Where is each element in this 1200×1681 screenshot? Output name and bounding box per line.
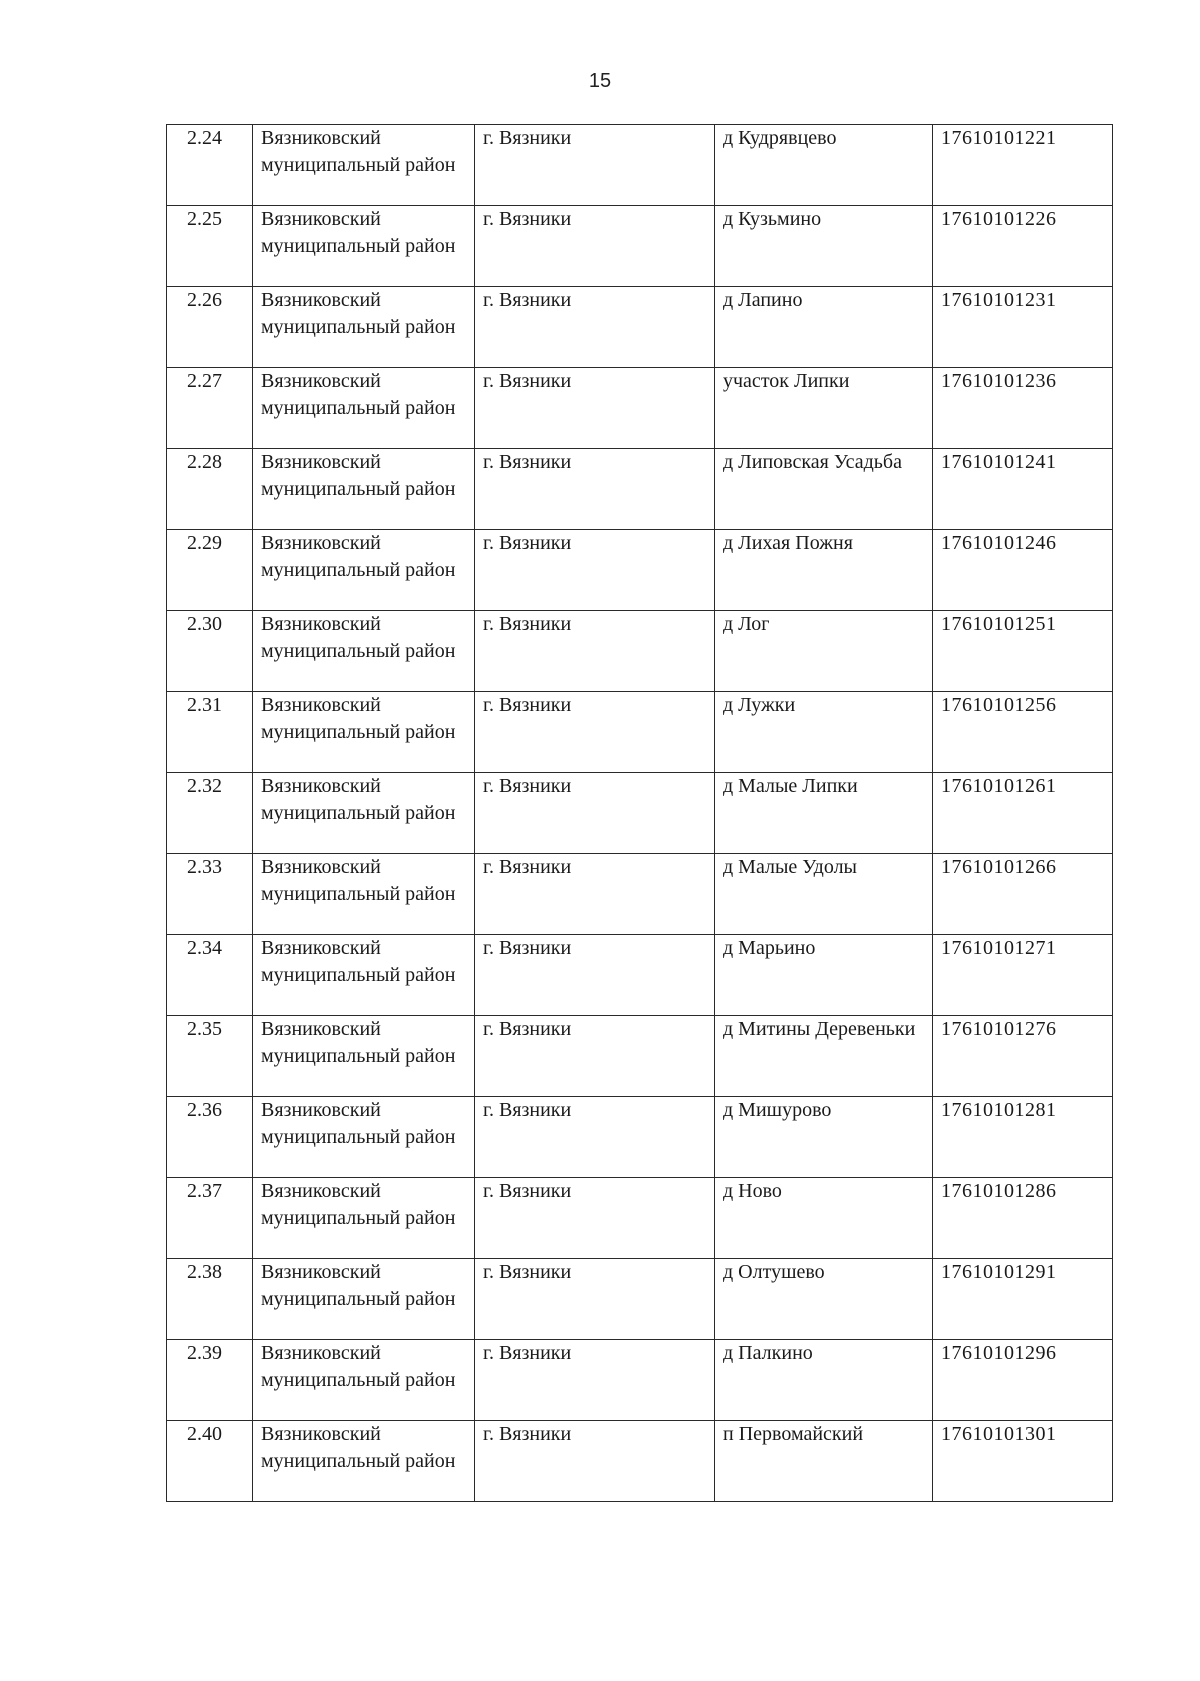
code-cell: 17610101221	[933, 125, 1113, 206]
code-cell: 17610101256	[933, 692, 1113, 773]
row-number: 2.38	[167, 1259, 253, 1340]
code-cell: 17610101226	[933, 206, 1113, 287]
district-cell: Вязниковский муниципальный район	[253, 692, 475, 773]
code-cell: 17610101301	[933, 1421, 1113, 1502]
code-cell: 17610101276	[933, 1016, 1113, 1097]
city-cell: г. Вязники	[475, 125, 715, 206]
table-row	[167, 449, 1113, 530]
table-row	[167, 1097, 1113, 1178]
code-cell: 17610101251	[933, 611, 1113, 692]
district-cell: Вязниковский муниципальный район	[253, 1340, 475, 1421]
locality-cell: участок Липки	[715, 368, 933, 449]
district-cell: Вязниковский муниципальный район	[253, 206, 475, 287]
city-cell: г. Вязники	[475, 530, 715, 611]
row-number: 2.26	[167, 287, 253, 368]
row-number: 2.33	[167, 854, 253, 935]
city-cell: г. Вязники	[475, 935, 715, 1016]
locality-cell: д Олтушево	[715, 1259, 933, 1340]
row-number: 2.32	[167, 773, 253, 854]
city-cell: г. Вязники	[475, 692, 715, 773]
city-cell: г. Вязники	[475, 368, 715, 449]
code-cell: 17610101261	[933, 773, 1113, 854]
table-row	[167, 935, 1113, 1016]
locality-cell: д Лихая Пожня	[715, 530, 933, 611]
row-number: 2.37	[167, 1178, 253, 1259]
district-cell: Вязниковский муниципальный район	[253, 125, 475, 206]
district-cell: Вязниковский муниципальный район	[253, 449, 475, 530]
city-cell: г. Вязники	[475, 1097, 715, 1178]
table-row	[167, 125, 1113, 206]
row-number: 2.24	[167, 125, 253, 206]
row-number: 2.25	[167, 206, 253, 287]
district-cell: Вязниковский муниципальный район	[253, 935, 475, 1016]
city-cell: г. Вязники	[475, 1016, 715, 1097]
locality-cell: д Марьино	[715, 935, 933, 1016]
district-cell: Вязниковский муниципальный район	[253, 1016, 475, 1097]
code-cell: 17610101281	[933, 1097, 1113, 1178]
locality-cell: д Мишурово	[715, 1097, 933, 1178]
code-cell: 17610101291	[933, 1259, 1113, 1340]
row-number: 2.30	[167, 611, 253, 692]
code-cell: 17610101231	[933, 287, 1113, 368]
row-number: 2.36	[167, 1097, 253, 1178]
city-cell: г. Вязники	[475, 1421, 715, 1502]
locality-cell: д Липовская Усадьба	[715, 449, 933, 530]
locality-cell: д Митины Деревеньки	[715, 1016, 933, 1097]
row-number: 2.28	[167, 449, 253, 530]
row-number: 2.40	[167, 1421, 253, 1502]
table-row	[167, 773, 1113, 854]
district-cell: Вязниковский муниципальный район	[253, 854, 475, 935]
code-cell: 17610101286	[933, 1178, 1113, 1259]
city-cell: г. Вязники	[475, 206, 715, 287]
code-cell: 17610101246	[933, 530, 1113, 611]
district-cell: Вязниковский муниципальный район	[253, 1097, 475, 1178]
district-cell: Вязниковский муниципальный район	[253, 1421, 475, 1502]
district-cell: Вязниковский муниципальный район	[253, 611, 475, 692]
locality-cell: д Лужки	[715, 692, 933, 773]
locality-cell: д Ново	[715, 1178, 933, 1259]
row-number: 2.29	[167, 530, 253, 611]
locality-cell: д Малые Липки	[715, 773, 933, 854]
table-row	[167, 1016, 1113, 1097]
city-cell: г. Вязники	[475, 773, 715, 854]
city-cell: г. Вязники	[475, 1340, 715, 1421]
district-cell: Вязниковский муниципальный район	[253, 1178, 475, 1259]
district-cell: Вязниковский муниципальный район	[253, 287, 475, 368]
district-cell: Вязниковский муниципальный район	[253, 368, 475, 449]
code-cell: 17610101236	[933, 368, 1113, 449]
district-cell: Вязниковский муниципальный район	[253, 773, 475, 854]
district-cell: Вязниковский муниципальный район	[253, 530, 475, 611]
row-number: 2.27	[167, 368, 253, 449]
city-cell: г. Вязники	[475, 449, 715, 530]
locality-cell: д Кудрявцево	[715, 125, 933, 206]
locality-cell: д Лапино	[715, 287, 933, 368]
locality-cell: д Лог	[715, 611, 933, 692]
table-row	[167, 287, 1113, 368]
table-row	[167, 1340, 1113, 1421]
locality-cell: д Малые Удолы	[715, 854, 933, 935]
table-row	[167, 854, 1113, 935]
city-cell: г. Вязники	[475, 1259, 715, 1340]
city-cell: г. Вязники	[475, 1178, 715, 1259]
row-number: 2.35	[167, 1016, 253, 1097]
table-row	[167, 1259, 1113, 1340]
table-row	[167, 692, 1113, 773]
table-row	[167, 1421, 1113, 1502]
code-cell: 17610101296	[933, 1340, 1113, 1421]
code-cell: 17610101266	[933, 854, 1113, 935]
table-row	[167, 530, 1113, 611]
table-row	[167, 611, 1113, 692]
locality-cell: д Палкино	[715, 1340, 933, 1421]
row-number: 2.31	[167, 692, 253, 773]
locality-cell: п Первомайский	[715, 1421, 933, 1502]
city-cell: г. Вязники	[475, 287, 715, 368]
row-number: 2.39	[167, 1340, 253, 1421]
city-cell: г. Вязники	[475, 611, 715, 692]
locality-cell: д Кузьмино	[715, 206, 933, 287]
city-cell: г. Вязники	[475, 854, 715, 935]
row-number: 2.34	[167, 935, 253, 1016]
page-number: 15	[588, 70, 612, 92]
code-cell: 17610101241	[933, 449, 1113, 530]
district-cell: Вязниковский муниципальный район	[253, 1259, 475, 1340]
table-row	[167, 1178, 1113, 1259]
settlements-table	[166, 124, 1113, 1502]
code-cell: 17610101271	[933, 935, 1113, 1016]
table-row	[167, 206, 1113, 287]
table-row	[167, 368, 1113, 449]
